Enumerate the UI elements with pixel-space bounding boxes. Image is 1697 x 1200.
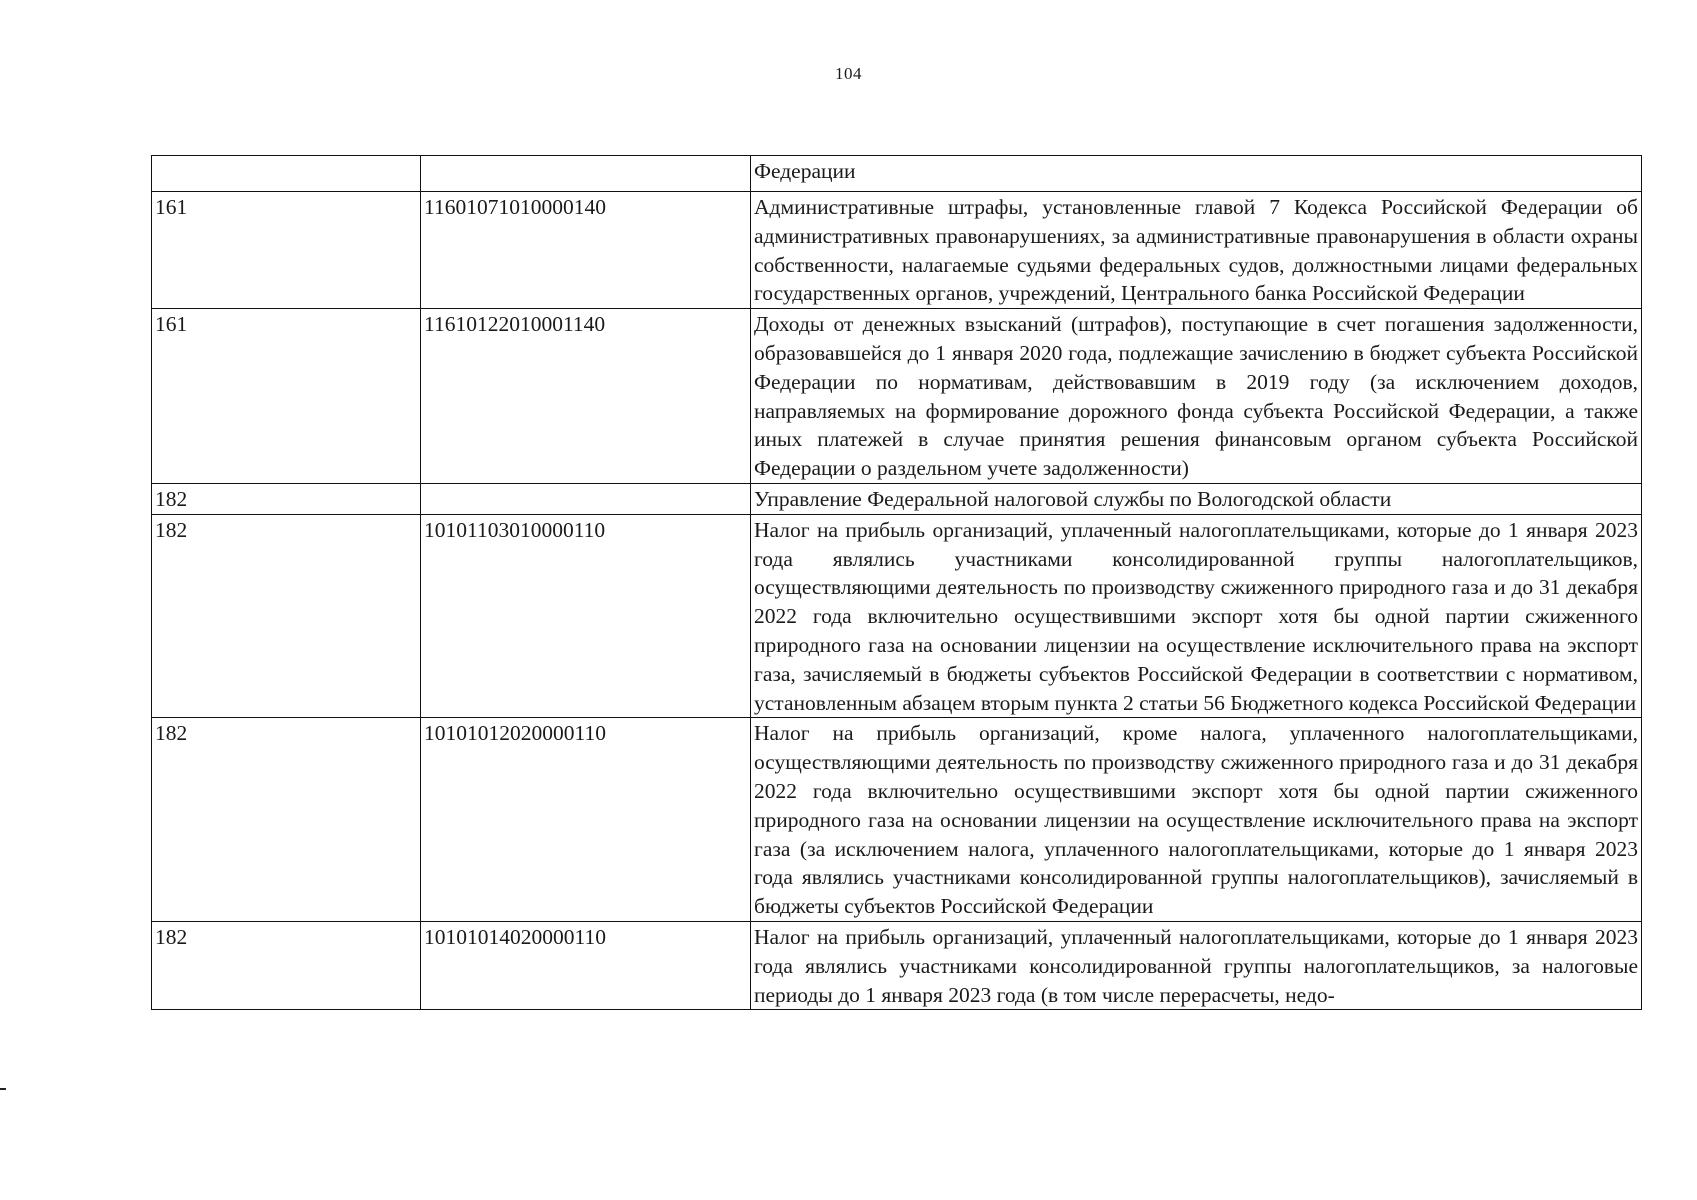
table-row — [152, 156, 1642, 192]
admin-code-cell — [152, 156, 421, 192]
income-name-cell: Административные штрафы, установленные главой 7 Кодекса Российской Федерации об административных правонарушениях, за административные правонарушения в области охраны собственности, налагаемые судьями федеральных судов, должностными лицами федеральных государственных органов, учреждений, Центрального банка Российской Федерации — [751, 192, 1642, 309]
admin-code-cell: 161 — [152, 192, 421, 309]
admin-code-cell: 182 — [152, 514, 421, 718]
admin-code-cell: 182 — [152, 483, 421, 514]
income-name-cell: Федерации — [751, 156, 1642, 192]
admin-code-cell: 182 — [152, 921, 421, 1009]
budget-code-cell: 10101103010000110 — [421, 514, 751, 718]
table-row — [152, 483, 1642, 514]
table-row — [152, 309, 1642, 484]
budget-code-cell — [421, 483, 751, 514]
scan-edge-mark — [0, 1088, 6, 1090]
income-name-cell: Налог на прибыль организаций, кроме налога, уплаченного налогоплательщиками, осуществляющими деятельность по производству сжиженного природного газа и до 31 декабря 2022 года включительно осуществившими экспорт хотя бы одной партии сжиженного природного газа на основании лицензии на осуществление исключительного права на экспорт газа (за исключением налога, уплаченного налогоплательщиками, которые до 1 января 2023 года являлись участниками консолидированной группы налогоплательщиков), зачисляемый в бюджеты субъектов Российской Федерации — [751, 718, 1642, 922]
budget-code-cell — [421, 156, 751, 192]
budget-code-cell: 10101012020000110 — [421, 718, 751, 922]
budget-code-cell: 11601071010000140 — [421, 192, 751, 309]
page-number: 104 — [835, 64, 862, 83]
budget-code-cell: 10101014020000110 — [421, 921, 751, 1009]
table-row — [152, 192, 1642, 309]
budget-classification-table — [151, 155, 1642, 1010]
income-name-cell: Управление Федеральной налоговой службы по Вологодской области — [751, 483, 1642, 514]
admin-code-cell: 161 — [152, 309, 421, 484]
budget-code-cell: 11610122010001140 — [421, 309, 751, 484]
income-name-cell: Налог на прибыль организаций, уплаченный налогоплательщиками, которые до 1 января 2023 года являлись участниками консолидированной группы налогоплательщиков, за налоговые периоды до 1 января 2023 года (в том числе перерасчеты, недо- — [751, 921, 1642, 1009]
income-name-cell: Доходы от денежных взысканий (штрафов), поступающие в счет погашения задолженности, образовавшейся до 1 января 2020 года, подлежащие зачислению в бюджет субъекта Российской Федерации по нормативам, действовавшим в 2019 году (за исключением доходов, направляемых на формирование дорожного фонда субъекта Российской Федерации, а также иных платежей в случае принятия решения финансовым органом субъекта Российской Федерации о раздельном учете задолженности) — [751, 309, 1642, 484]
table-row — [152, 718, 1642, 922]
table-row — [152, 921, 1642, 1009]
table-row — [152, 514, 1642, 718]
admin-code-cell: 182 — [152, 718, 421, 922]
income-name-cell: Налог на прибыль организаций, уплаченный налогоплательщиками, которые до 1 января 2023 года являлись участниками консолидированной группы налогоплательщиков, осуществляющими деятельность по производству сжиженного природного газа и до 31 декабря 2022 года включительно осуществившими экспорт хотя бы одной партии сжиженного природного газа на основании лицензии на осуществление исключительного права на экспорт газа, зачисляемый в бюджеты субъектов Российской Федерации в соответствии с нормативом, установленным абзацем вторым пункта 2 статьи 56 Бюджетного кодекса Российской Федерации — [751, 514, 1642, 718]
